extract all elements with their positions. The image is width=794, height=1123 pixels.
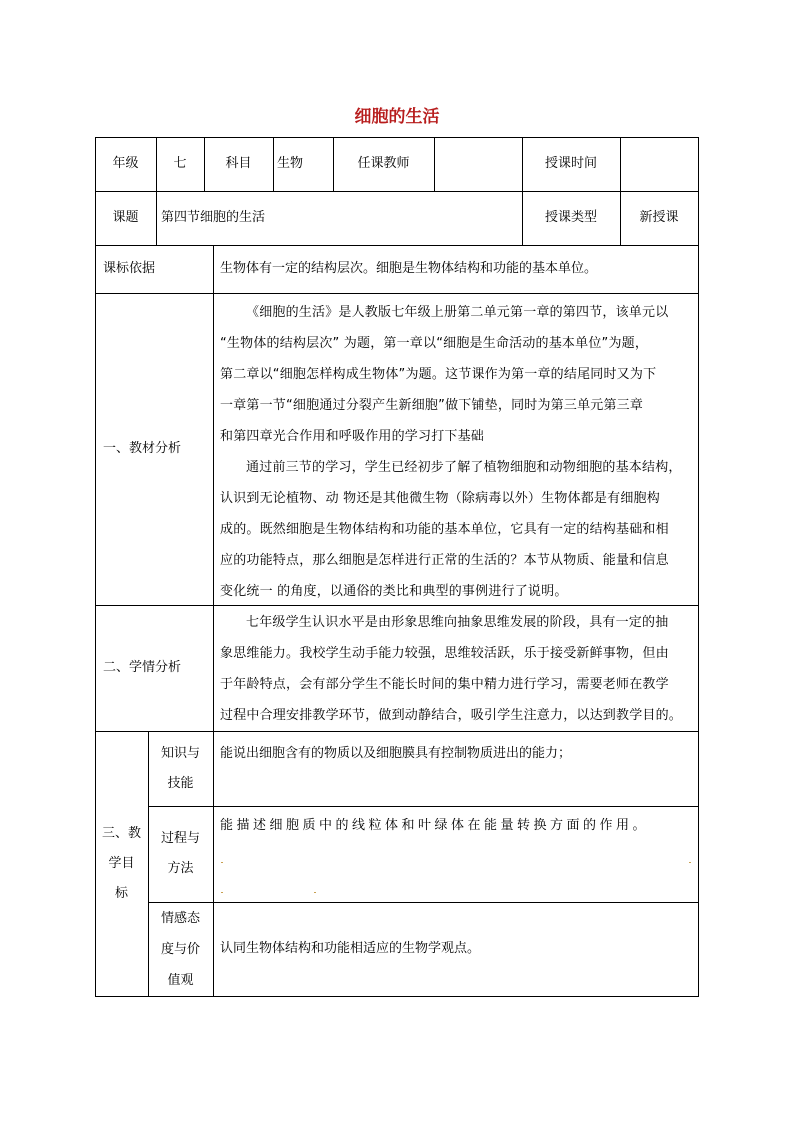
emotion-values-label <box>148 902 213 996</box>
lesson-type-label: 授课类型 <box>544 210 597 225</box>
teacher-label: 任课教师 <box>357 156 410 171</box>
paragraph-line: 通过前三节的学习，学生已经初步了解了植物细胞和动物细胞的基本结构， <box>246 460 682 475</box>
objectives-label <box>95 731 148 996</box>
textbook-analysis-text <box>220 297 696 607</box>
learner-analysis-label: 二、学情分析 <box>103 660 182 675</box>
knowledge-skills-label <box>148 731 213 806</box>
paragraph-line: 过程中合理安排教学环节，做到动静结合，吸引学生注意力，以达到教学目的。 <box>220 708 683 723</box>
objectives-label-line: 标 <box>114 885 128 901</box>
grade-label: 年级 <box>112 156 139 171</box>
knowledge-skills-text: 能说出细胞含有的物质以及细胞膜具有控制物质进出的能力； <box>220 746 572 761</box>
paragraph-line: 《细胞的生活》是人教版七年级上册第二单元第一章的第四节，该单元以 <box>246 305 669 320</box>
process-methods-text: 能描述细胞质中的线粒体和叶绿体在能量转换方面的作用。 <box>220 818 650 833</box>
curriculum-basis-label: 课标依据 <box>103 261 156 276</box>
topic-label: 课题 <box>112 210 139 225</box>
paragraph-line: 第二章以“细胞怎样构成生物体”为题。这节课作为第一章的结尾同时又为下 <box>220 367 657 382</box>
knowledge-label-line: 知识与 <box>160 745 200 761</box>
paragraph-line: 成的。既然细胞是生物体结构和功能的基本单位，它具有一定的结构基础和相 <box>220 522 669 537</box>
emotion-label-line: 度与价 <box>160 941 200 957</box>
process-label-line: 方法 <box>167 861 194 876</box>
subject-label: 科目 <box>225 156 252 171</box>
topic-value: 第四节细胞的生活 <box>161 210 266 225</box>
paragraph-line: “生物体的结构层次” 为题，第一章以“细胞是生命活动的基本单位”为题， <box>220 336 649 351</box>
emotion-label-line: 值观 <box>167 972 194 988</box>
paragraph-line: 一章第一节“细胞通过分裂产生新细胞”做下铺垫，同时为第三单元第三章 <box>220 398 644 413</box>
paragraph-line: 象思维能力。我校学生动手能力较强，思维较活跃，乐于接受新鲜事物，但由 <box>220 646 669 661</box>
paragraph-line: 于年龄特点，会有部分学生不能长时间的集中精力进行学习，需要老师在教学 <box>220 677 669 692</box>
process-methods-label <box>148 806 213 902</box>
paragraph-line: 七年级学生认识水平是由形象思维向抽象思维发展的阶段，具有一定的抽 <box>246 615 669 630</box>
process-label-line: 过程与 <box>160 831 200 846</box>
time-value <box>620 137 698 191</box>
curriculum-basis-text: 生物体有一定的结构层次。细胞是生物体结构和功能的基本单位。 <box>220 261 598 276</box>
grade-value: 七 <box>173 156 187 171</box>
document-title: 细胞的生活 <box>354 107 440 127</box>
knowledge-label-line: 技能 <box>167 775 194 791</box>
paragraph-line: 和第四章光合作用和呼吸作用的学习打下基础 <box>220 429 485 444</box>
teacher-value <box>434 137 522 191</box>
paragraph-line: 应的功能特点，那么细胞是怎样进行正常的生活的？本节从物质、能量和信息 <box>220 553 669 568</box>
subject-value: 生物 <box>277 156 304 171</box>
objectives-label-line: 三、教 <box>101 825 141 841</box>
learner-analysis-text <box>220 607 696 731</box>
time-label: 授课时间 <box>544 156 597 171</box>
paragraph-line: 认识到无论植物、动 物还是其他微生物（除病毒以外）生物体都是有细胞构 <box>220 491 660 506</box>
paragraph-line: 变化统一 的角度，以通俗的类比和典型的事例进行了说明。 <box>220 584 568 599</box>
emotion-label-line: 情感态 <box>160 910 200 926</box>
emotion-values-text: 认同生物体结构和功能相适应的生物学观点。 <box>220 941 481 956</box>
textbook-analysis-label: 一、教材分析 <box>103 441 182 456</box>
objectives-label-line: 学目 <box>108 855 135 871</box>
lesson-type-value: 新授课 <box>639 210 679 225</box>
